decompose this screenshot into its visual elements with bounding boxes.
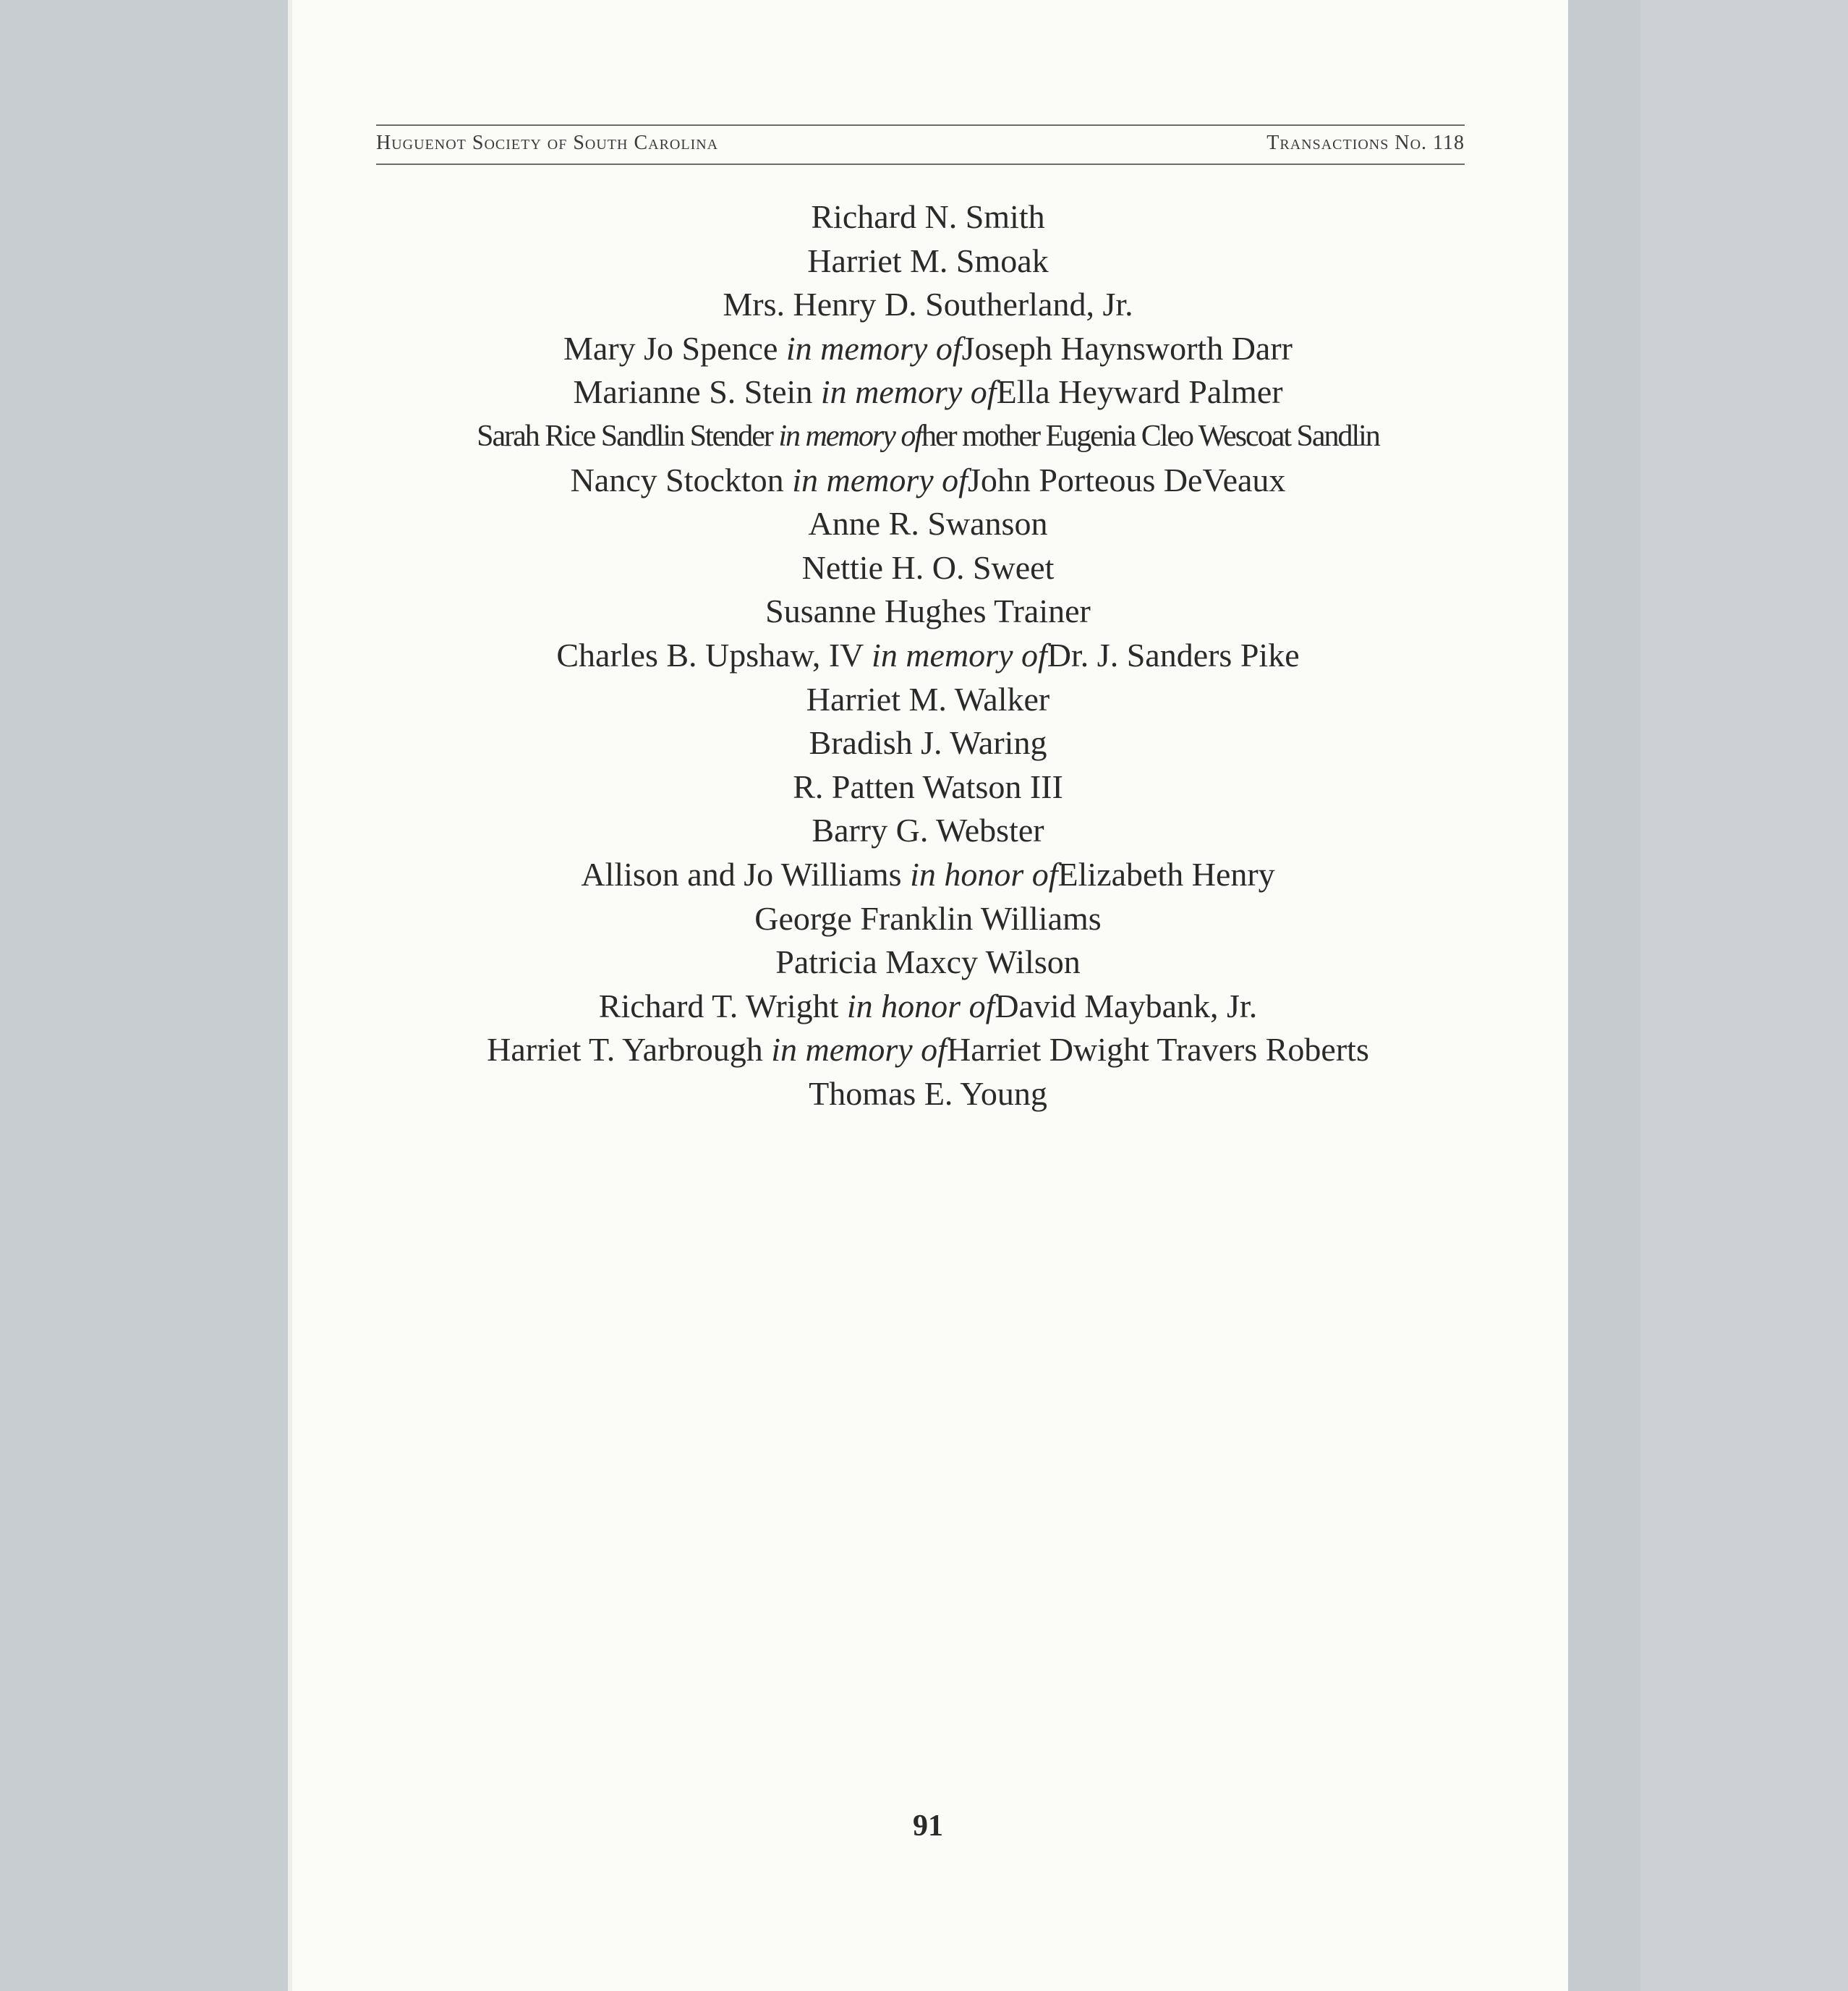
- donor-name: Barry G. Webster: [812, 812, 1044, 849]
- list-item: [288, 546, 1568, 590]
- list-item: [288, 239, 1568, 284]
- honoree-name: Elizabeth Henry: [1057, 855, 1275, 893]
- tribute-note: in memory of: [778, 419, 922, 453]
- honoree-name: Ella Heyward Palmer: [996, 373, 1283, 411]
- honoree-name: Harriet Dwight Travers Roberts: [946, 1031, 1369, 1069]
- tribute-note: in honor of: [846, 987, 995, 1024]
- tribute-note: in memory of: [792, 461, 968, 498]
- list-item: [288, 721, 1568, 765]
- donor-name: Sarah Rice Sandlin Stender: [477, 419, 779, 453]
- list-item: [288, 327, 1568, 371]
- header-rule-bottom: [376, 164, 1465, 165]
- tribute-note: in memory of: [785, 329, 962, 367]
- donor-name: Richard N. Smith: [811, 198, 1045, 235]
- honoree-name: John Porteous DeVeaux: [967, 461, 1286, 498]
- list-item: [288, 985, 1568, 1029]
- donor-name: Marianne S. Stein: [573, 373, 821, 411]
- donor-name: Patricia Maxcy Wilson: [775, 943, 1081, 981]
- tribute-note: in honor of: [910, 855, 1058, 893]
- list-item: [288, 853, 1568, 897]
- scan-background-right-strip: [1640, 0, 1848, 1991]
- donor-name: Thomas E. Young: [809, 1074, 1047, 1112]
- donor-name: Harriet M. Smoak: [807, 242, 1049, 279]
- honoree-name: Joseph Haynsworth Darr: [961, 329, 1293, 367]
- donor-name: Anne R. Swanson: [808, 505, 1048, 543]
- list-item: [288, 678, 1568, 722]
- list-item: [288, 634, 1568, 678]
- honoree-name: Dr. J. Sanders Pike: [1047, 636, 1300, 674]
- donor-name: Charles B. Upshaw, IV: [556, 636, 872, 674]
- running-head-society: Huguenot Society of South Carolina: [376, 132, 719, 154]
- donor-name: Susanne Hughes Trainer: [765, 593, 1091, 630]
- tribute-note: in memory of: [771, 1031, 947, 1069]
- list-item: [288, 195, 1568, 239]
- list-item: [288, 370, 1568, 415]
- donor-name: R. Patten Watson III: [793, 768, 1063, 805]
- list-item: [288, 897, 1568, 941]
- donor-name: Richard T. Wright: [598, 987, 847, 1024]
- donor-name: Mrs. Henry D. Southerland, Jr.: [723, 286, 1133, 323]
- page-number: 91: [913, 1809, 943, 1843]
- list-item: [288, 502, 1568, 546]
- donor-name: Mary Jo Spence: [563, 329, 786, 367]
- list-item: [288, 941, 1568, 985]
- donor-list: [288, 195, 1568, 1116]
- list-item: [288, 590, 1568, 634]
- donor-name: George Franklin Williams: [754, 899, 1102, 937]
- running-head-transactions: Transactions No. 118: [1266, 132, 1465, 154]
- list-item: [288, 1028, 1568, 1072]
- honoree-name: David Maybank, Jr.: [995, 987, 1258, 1024]
- donor-name: Bradish J. Waring: [809, 724, 1047, 762]
- tribute-note: in memory of: [820, 373, 997, 411]
- donor-name: Harriet M. Walker: [806, 680, 1050, 718]
- list-item: [288, 415, 1568, 459]
- list-item: [288, 765, 1568, 810]
- honoree-name: her mother Eugenia Cleo Wescoat Sandlin: [921, 419, 1379, 453]
- list-item: [288, 809, 1568, 853]
- donor-name: Nancy Stockton: [570, 461, 793, 498]
- header-rule-top: [376, 124, 1465, 126]
- donor-name: Nettie H. O. Sweet: [801, 548, 1055, 586]
- donor-name: Allison and Jo Williams: [581, 855, 911, 893]
- donor-name: Harriet T. Yarbrough: [487, 1031, 772, 1069]
- list-item: [288, 283, 1568, 327]
- tribute-note: in memory of: [872, 636, 1047, 674]
- scan-background-left: [0, 0, 288, 1991]
- list-item: [288, 1072, 1568, 1116]
- list-item: [288, 459, 1568, 503]
